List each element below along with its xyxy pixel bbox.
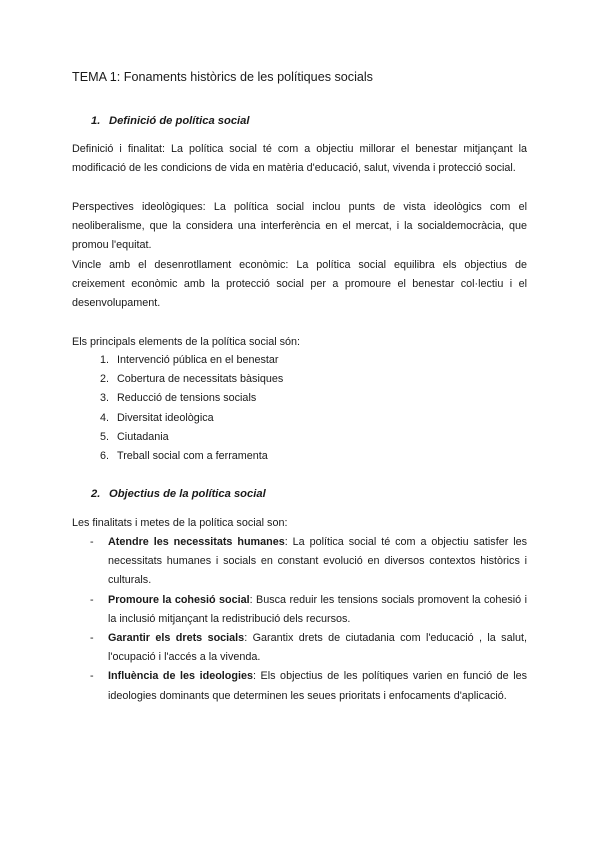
section-2-title: Objectius de la política social [109,488,266,500]
bullet-dash: - [90,536,94,548]
paragraph-perspectives: Perspectives ideològiques: La política social inclou punts de vista ideològics com el neoliberalisme, que la considera una interferència en el mercat, i la socialdemocràcia, que promou l'equitat. [72,201,527,252]
paragraph-definicio: Definició i finalitat: La política social té com a objectiu millorar el benestar mitjançant la modificació de les condicions de vida en matèria d'educació, salut, vivenda i protecció social. [72,143,527,175]
goal-label: Garantir els drets socials [108,632,245,645]
list-item: 4. Diversitat ideològica [99,411,214,424]
list-item: 5. Ciutadania [99,430,169,443]
bullet-dash: - [90,670,94,683]
goal-label: Influència de les ideologies [108,670,253,683]
paragraph-vincle: Vincle amb el desenrotllament econòmic: La política social equilibra els objectius de creixement econòmic amb la protecció social per a promoure el benestar col·lectiu i el desenvolupament. [72,259,527,310]
list-item: 6. Treball social com a ferramenta [99,449,268,462]
section-1-title: Definició de política social [109,115,250,127]
elements-intro: Els principals elements de la política social són: [72,336,301,348]
elements-list [72,351,283,466]
list-item: 3. Reducció de tensions socials [99,392,257,405]
list-item: - Atendre les necessitats humanes: La política social té com a objectiu satisfer les necessitats humanes i socials en constant evolució en diversos contextos històrics i culturals. [72,533,527,591]
section-1-heading [91,115,250,127]
section-2-number: 2. [91,488,101,500]
goal-label: Atendre les necessitats humanes [108,536,285,548]
goals-list [72,533,527,706]
list-item: - Garantir els drets socials: Garantix drets de ciutadania com l'educació , la salut, l'ocupació i l'accés a la vivenda. [72,629,527,667]
list-item: 2. Cobertura de necessitats bàsiques [99,373,284,386]
list-item: - Promoure la cohesió social: Busca reduir les tensions socials promovent la cohesió i la inclusió mitjançant la redistribució dels recursos. [72,591,527,629]
page-title: TEMA 1: Fonaments històrics de les polítiques socials [72,70,373,84]
section-1-number: 1. [91,115,101,127]
section-2-heading [91,488,266,500]
goals-intro: Les finalitats i metes de la política social son: [72,517,288,529]
bullet-dash: - [90,593,94,606]
goal-label: Promoure la cohesió social [108,593,250,606]
bullet-dash: - [90,632,94,645]
list-item: - Influència de les ideologies: Els objectius de les polítiques varien en funció de les ideologies dominants que determinen les seues prioritats i enfocaments d'aplicació. [72,667,527,705]
list-item: 1. Intervenció pública en el benestar [99,354,279,366]
